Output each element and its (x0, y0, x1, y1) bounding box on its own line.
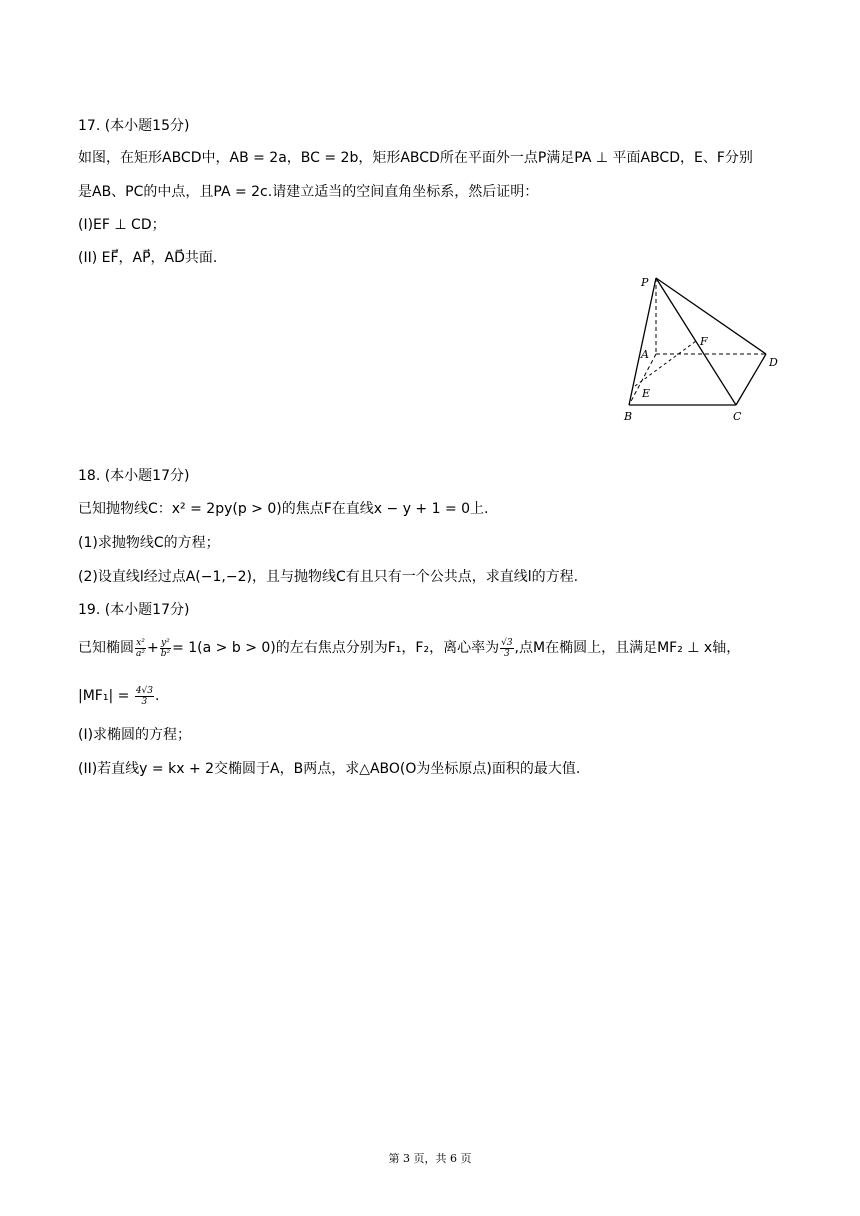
q17-header: 17. (本小题15分) (78, 118, 190, 134)
q17-statement-line2: 是AB、PC的中点，且PA = 2c.请建立适当的空间直角坐标系，然后证明： (78, 184, 539, 200)
edge-PC (656, 278, 736, 405)
plus-sign: + (146, 640, 159, 656)
fraction-sqrt3-3 (500, 638, 513, 659)
q18-header: 18. (本小题17分) (78, 468, 190, 484)
frac-num: y² (161, 637, 170, 648)
label-F: F (700, 335, 708, 348)
q19-header: 19. (本小题17分) (78, 602, 190, 618)
frac-den: 3 (141, 696, 148, 707)
pyramid-figure (616, 270, 786, 430)
fraction-4sqrt3-3 (135, 686, 154, 707)
label-P: P (641, 276, 649, 289)
q17-part2: (II) EF⃗，AP⃗，AD⃗共面. (78, 250, 218, 266)
q17-statement-line1: 如图，在矩形ABCD中，AB = 2a，BC = 2b，矩形ABCD所在平面外一点P满足PA ⊥ 平面ABCD，E、F分别 (78, 150, 753, 166)
edge-CD (736, 354, 766, 405)
q19-statement-line1 (78, 636, 740, 660)
frac-num: √3 (501, 637, 513, 648)
label-B: B (624, 410, 633, 423)
frac-den: b² (160, 648, 171, 659)
q18-part2: (2)设直线l经过点A(−1,−2)，且与抛物线C有且只有一个公共点，求直线l的方程. (78, 569, 579, 585)
frac-den: a² (136, 648, 145, 659)
frac-num: x² (136, 637, 145, 648)
edge-PD (656, 278, 766, 354)
q19-part1: (I)求椭圆的方程； (78, 727, 192, 743)
q19-part2: (II)若直线y = kx + 2交椭圆于A，B两点，求△ABO(O为坐标原点)面积的最大值. (78, 761, 581, 777)
q17-part1: (I)EF ⊥ CD； (78, 217, 166, 233)
q19-mf1: |MF₁| = (78, 688, 134, 704)
q18-statement: 已知抛物线C：x² = 2py(p > 0)的焦点F在直线x − y + 1 = 0上. (78, 501, 489, 517)
q19-period: . (155, 688, 160, 704)
fraction-y2-b2 (160, 638, 171, 659)
q19-text-c: ,点M在椭圆上，且满足MF₂ ⊥ x轴， (514, 640, 741, 656)
label-A: A (641, 348, 649, 361)
q19-text-a: 已知椭圆 (78, 640, 134, 656)
label-E: E (642, 387, 651, 400)
frac-num: 4√3 (135, 685, 153, 696)
page-footer: 第 3 页，共 6 页 (388, 1152, 472, 1165)
frac-den: 3 (503, 648, 510, 659)
fraction-x2-a2 (135, 638, 146, 659)
q19-text-b: = 1(a > b > 0)的左右焦点分别为F₁，F₂，离心率为 (172, 640, 500, 656)
edge-PB (629, 278, 656, 405)
label-C: C (733, 410, 742, 423)
q19-statement-line2 (78, 684, 159, 708)
label-D: D (769, 356, 778, 369)
q18-part1: (1)求抛物线C的方程； (78, 535, 220, 551)
